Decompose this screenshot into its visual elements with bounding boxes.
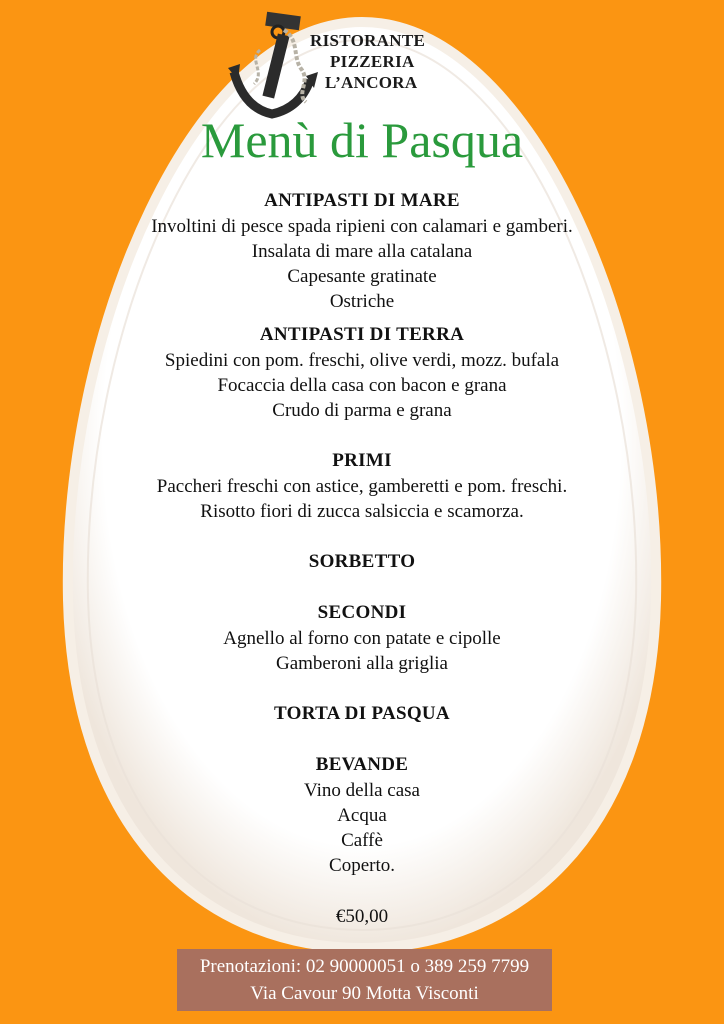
section-antipasti-mare-title: ANTIPASTI DI MARE xyxy=(264,190,460,211)
restaurant-name xyxy=(300,30,450,93)
menu-item: Crudo di parma e grana xyxy=(272,400,452,421)
section-antipasti-terra-title: ANTIPASTI DI TERRA xyxy=(259,324,465,345)
menu-list xyxy=(0,188,724,929)
menu-item: Capesante gratinate xyxy=(287,266,437,287)
menu-item: Involtini di pesce spada ripieni con calamari e gamberi. xyxy=(151,216,573,237)
restaurant-line-1: RISTORANTE xyxy=(310,31,426,50)
menu-item: Vino della casa xyxy=(304,780,420,801)
menu-item: Risotto fiori di zucca salsiccia e scamorza. xyxy=(200,501,524,522)
restaurant-line-3: L’ANCORA xyxy=(325,73,418,92)
footer-address: Via Cavour 90 Motta Visconti xyxy=(250,983,479,1004)
menu-item: Gamberoni alla griglia xyxy=(276,653,448,674)
section-sorbetto-title: SORBETTO xyxy=(308,551,416,572)
section-bevande-title: BEVANDE xyxy=(315,754,409,775)
menu-item: Paccheri freschi con astice, gamberetti e pom. freschi. xyxy=(156,476,568,497)
menu-item: Acqua xyxy=(337,805,387,826)
menu-item: Agnello al forno con patate e cipolle xyxy=(223,628,501,649)
menu-item: Spiedini con pom. freschi, olive verdi, mozz. bufala xyxy=(164,350,560,371)
restaurant-line-2: PIZZERIA xyxy=(330,52,415,71)
section-primi-title: PRIMI xyxy=(332,450,392,471)
section-torta-title: TORTA DI PASQUA xyxy=(274,703,450,724)
footer-phone: Prenotazioni: 02 90000051 o 389 259 7799 xyxy=(199,956,530,977)
menu-item: Ostriche xyxy=(329,291,395,312)
menu-item: Insalata di mare alla catalana xyxy=(251,241,473,262)
menu-item: Caffè xyxy=(341,830,383,851)
footer-contact-box xyxy=(177,949,552,1011)
section-secondi-title: SECONDI xyxy=(317,602,407,623)
menu-item: Coperto. xyxy=(329,855,395,876)
menu-item: Focaccia della casa con bacon e grana xyxy=(217,375,507,396)
menu-price: €50,00 xyxy=(335,906,389,927)
page-title: Menù di Pasqua xyxy=(200,112,524,168)
